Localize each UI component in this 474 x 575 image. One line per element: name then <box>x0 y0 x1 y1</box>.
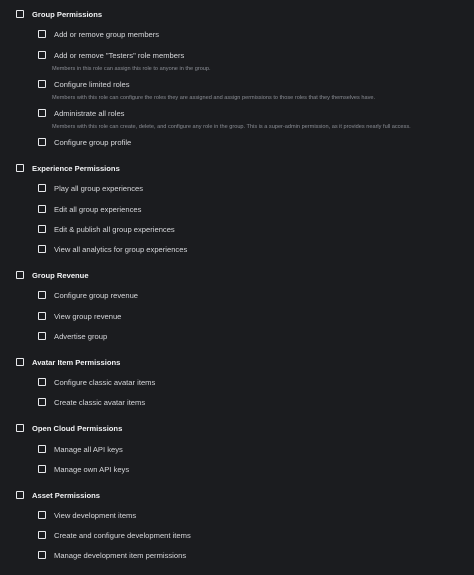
permission-item[interactable] <box>38 106 124 120</box>
permission-item[interactable] <box>38 375 155 389</box>
permission-checkbox[interactable] <box>38 51 46 59</box>
section-checkbox[interactable] <box>16 358 24 366</box>
section-title: Group Revenue <box>32 270 89 280</box>
section-title: Avatar Item Permissions <box>32 357 121 367</box>
section-checkbox[interactable] <box>16 491 24 499</box>
permission-item[interactable] <box>38 508 136 522</box>
permission-label: View development items <box>54 510 137 520</box>
permission-item[interactable] <box>38 395 145 409</box>
permission-item[interactable] <box>38 48 184 62</box>
permission-checkbox[interactable] <box>38 205 46 213</box>
permission-label: Configure limited roles <box>54 79 130 89</box>
permission-label: Configure group profile <box>54 137 132 147</box>
permission-checkbox[interactable] <box>38 109 46 117</box>
section-title: Asset Permissions <box>32 490 100 500</box>
section-avatar-item-permissions <box>16 355 120 369</box>
permission-item[interactable] <box>38 442 123 456</box>
permission-item[interactable] <box>38 181 143 195</box>
permission-item[interactable] <box>38 77 130 91</box>
permission-item[interactable] <box>38 462 129 476</box>
permission-label: Add or remove group members <box>54 29 160 39</box>
section-title: Group Permissions <box>32 9 103 19</box>
section-checkbox[interactable] <box>16 271 24 279</box>
permission-item[interactable] <box>38 548 186 562</box>
permission-checkbox[interactable] <box>38 184 46 192</box>
permission-checkbox[interactable] <box>38 332 46 340</box>
permission-label: Create and configure development items <box>54 530 191 540</box>
permission-description: Members with this role can create, delete, and configure any role in the group. This is a super-admin permission, as it provides nearly full access. <box>52 124 411 130</box>
permission-item[interactable] <box>38 329 107 343</box>
permission-label: Manage development item permissions <box>54 550 187 560</box>
permission-checkbox[interactable] <box>38 378 46 386</box>
permission-checkbox[interactable] <box>38 312 46 320</box>
permission-label: Administrate all roles <box>54 108 125 118</box>
permission-checkbox[interactable] <box>38 80 46 88</box>
permission-label: Advertise group <box>54 331 108 341</box>
permission-label: Add or remove "Testers" role members <box>54 50 185 60</box>
permission-checkbox[interactable] <box>38 138 46 146</box>
permission-checkbox[interactable] <box>38 465 46 473</box>
permission-label: Create classic avatar items <box>54 397 146 407</box>
section-title: Open Cloud Permissions <box>32 423 123 433</box>
permission-label: Configure classic avatar items <box>54 377 156 387</box>
permission-checkbox[interactable] <box>38 511 46 519</box>
permission-description: Members with this role can configure the roles they are assigned and assign permissions to those roles that they themselves have. <box>52 95 376 101</box>
permission-checkbox[interactable] <box>38 398 46 406</box>
permission-label: Play all group experiences <box>54 183 144 193</box>
permission-checkbox[interactable] <box>38 531 46 539</box>
permission-checkbox[interactable] <box>38 445 46 453</box>
permission-item[interactable] <box>38 202 141 216</box>
section-asset-permissions <box>16 488 100 502</box>
permission-label: View all analytics for group experiences <box>54 244 188 254</box>
permission-item[interactable] <box>38 309 121 323</box>
section-group-permissions <box>16 7 102 21</box>
section-group-revenue <box>16 268 89 282</box>
permission-checkbox[interactable] <box>38 225 46 233</box>
permission-label: Edit & publish all group experiences <box>54 224 175 234</box>
permission-item[interactable] <box>38 222 175 236</box>
permission-label: Manage own API keys <box>54 464 130 474</box>
section-checkbox[interactable] <box>16 10 24 18</box>
permission-label: Manage all API keys <box>54 444 123 454</box>
section-experience-permissions <box>16 161 120 175</box>
permission-checkbox[interactable] <box>38 245 46 253</box>
section-checkbox[interactable] <box>16 424 24 432</box>
permission-checkbox[interactable] <box>38 291 46 299</box>
permission-item[interactable] <box>38 27 159 41</box>
permission-item[interactable] <box>38 528 191 542</box>
section-open-cloud-permissions <box>16 421 122 435</box>
permission-description: Members in this role can assign this role to anyone in the group. <box>52 66 211 72</box>
permission-label: Configure group revenue <box>54 290 139 300</box>
permission-label: Edit all group experiences <box>54 204 142 214</box>
permission-item[interactable] <box>38 242 187 256</box>
permission-checkbox[interactable] <box>38 30 46 38</box>
section-checkbox[interactable] <box>16 164 24 172</box>
permission-item[interactable] <box>38 135 131 149</box>
section-title: Experience Permissions <box>32 163 120 173</box>
permission-label: View group revenue <box>54 311 122 321</box>
permission-item[interactable] <box>38 288 138 302</box>
permission-checkbox[interactable] <box>38 551 46 559</box>
